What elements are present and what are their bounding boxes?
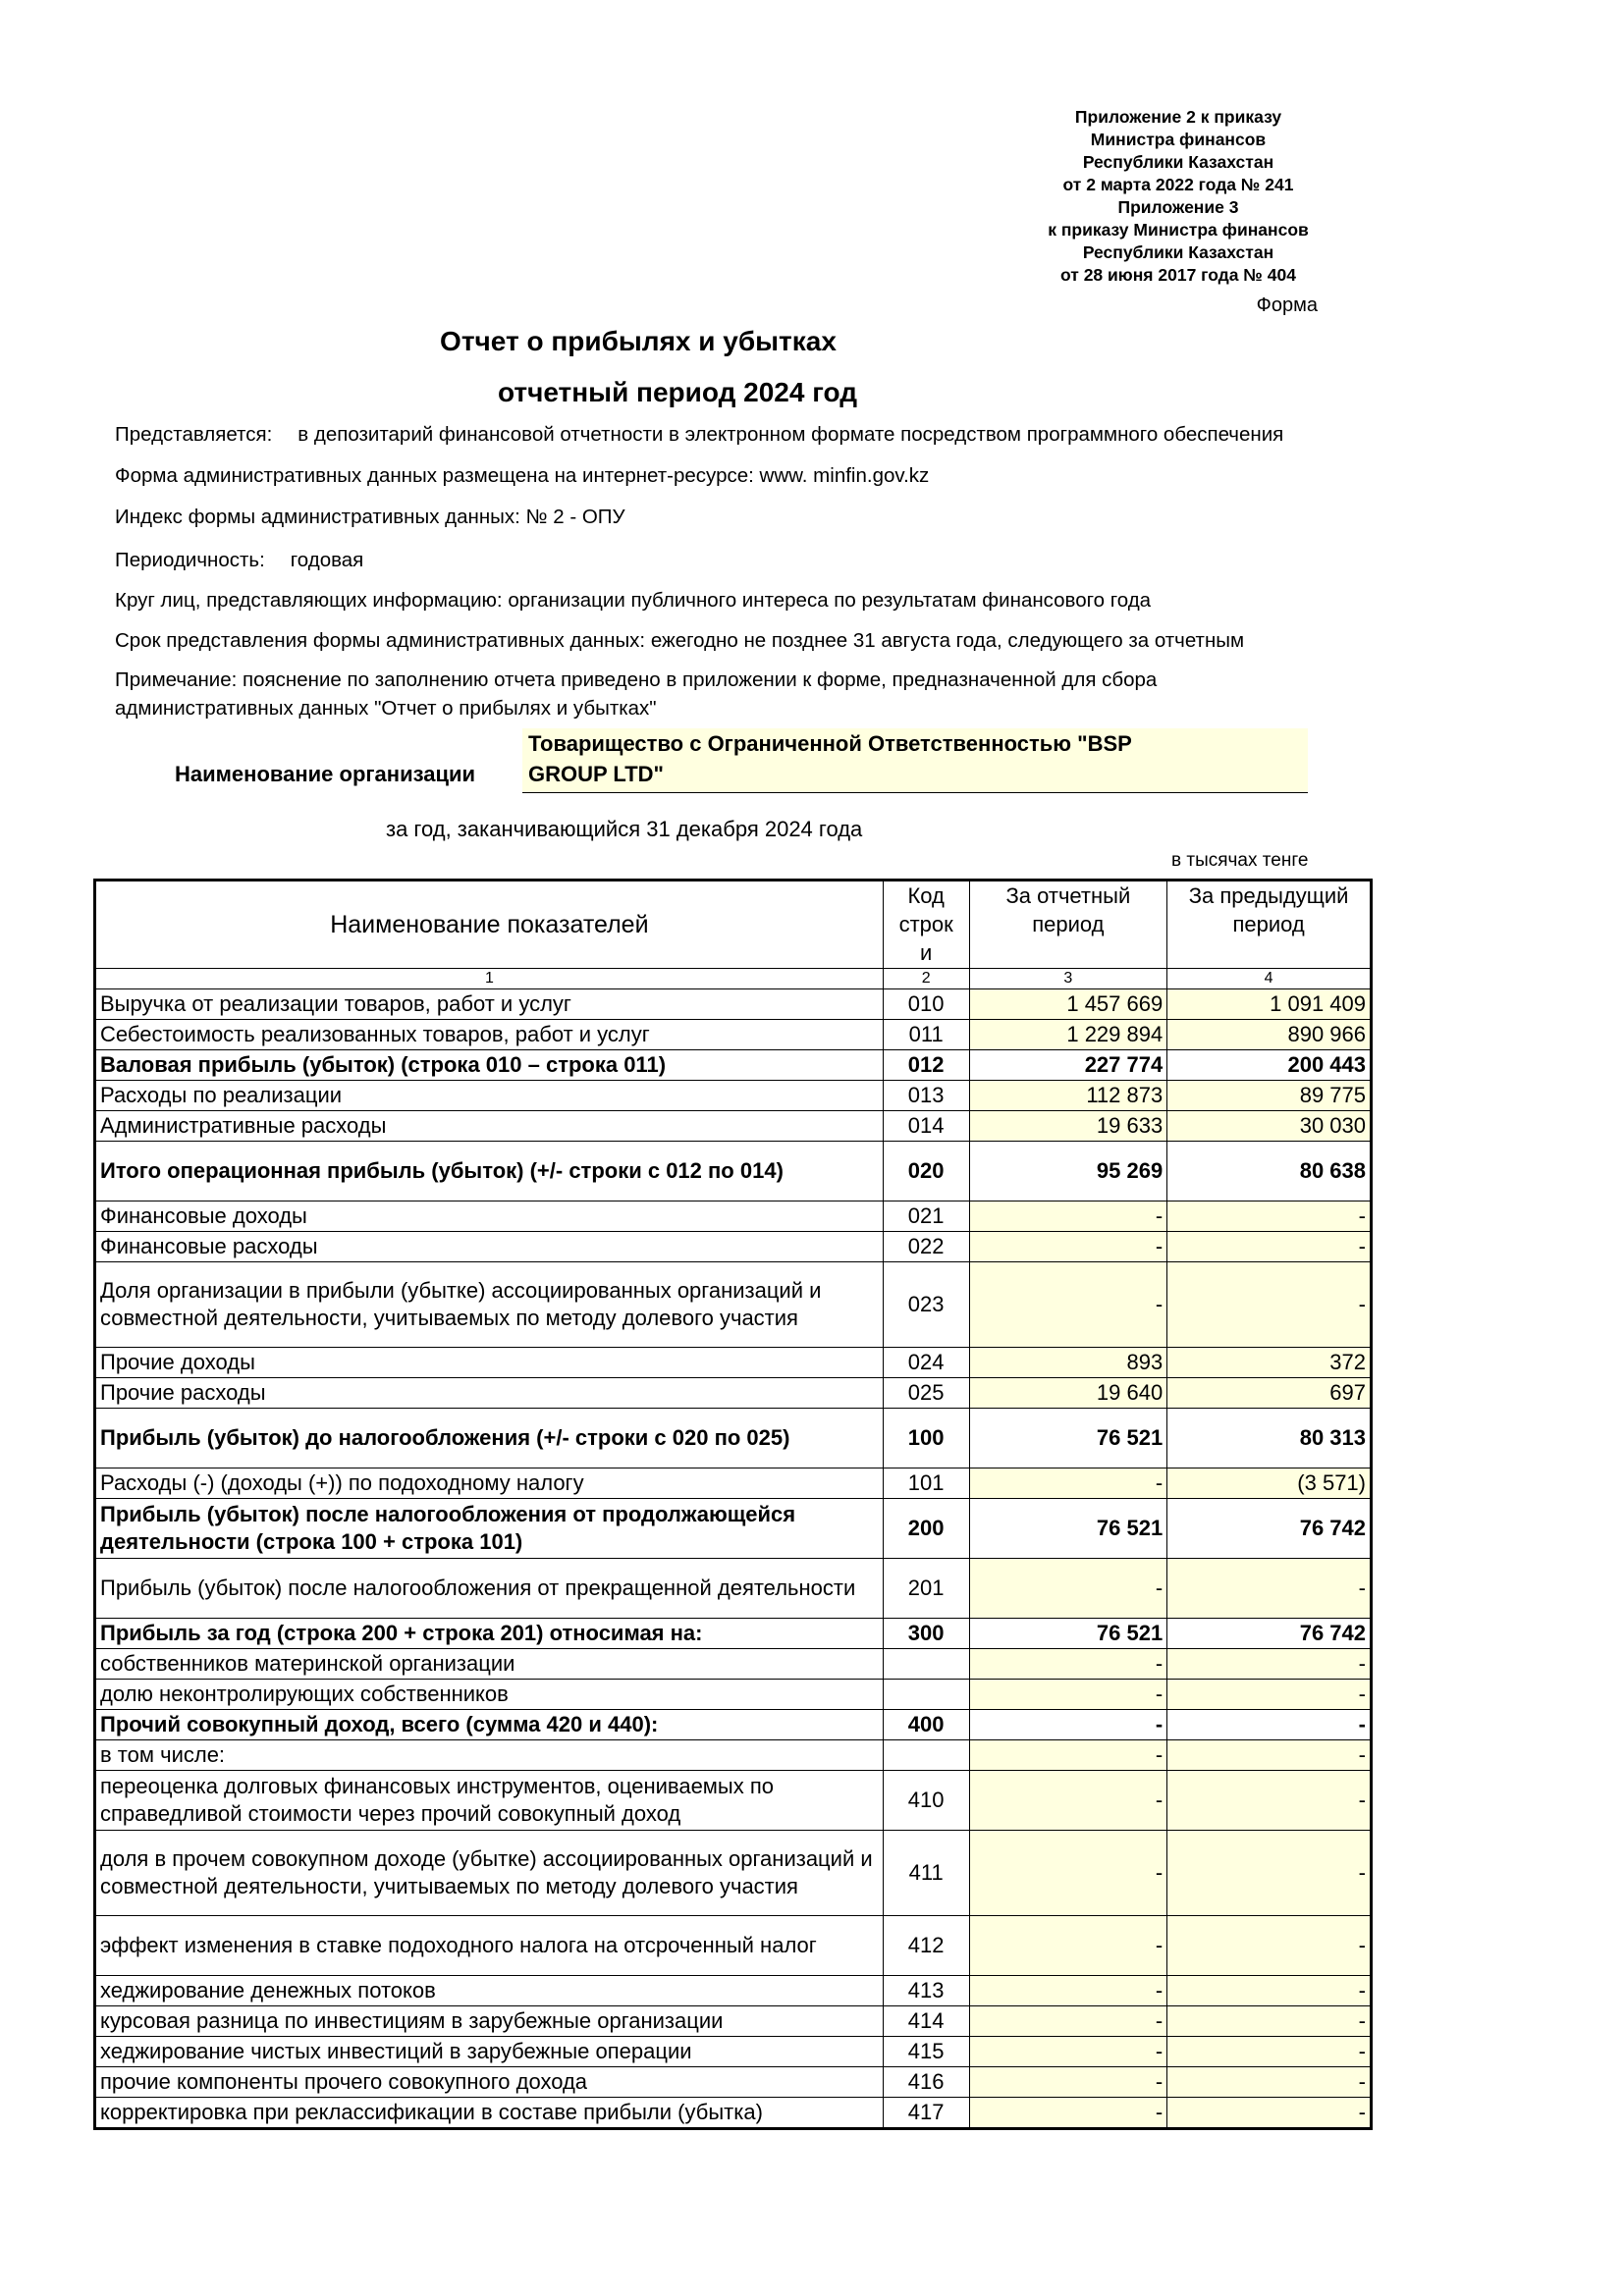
- row-current-value: 19 640: [969, 1378, 1167, 1409]
- row-code: 013: [883, 1081, 969, 1111]
- row-current-value: -: [969, 1232, 1167, 1262]
- table-row: [95, 1111, 1372, 1142]
- row-name: Итого операционная прибыль (убыток) (+/- строки с 012 по 014): [95, 1142, 884, 1201]
- row-name: Прочие расходы: [95, 1378, 884, 1409]
- row-current-value: -: [969, 2006, 1167, 2037]
- row-previous-value: 76 742: [1167, 1619, 1372, 1649]
- row-name: Себестоимость реализованных товаров, работ и услуг: [95, 1020, 884, 1050]
- row-previous-value: -: [1167, 1649, 1372, 1680]
- info-respondents: Круг лиц, представляющих информацию: организации публичного интереса по результатам финансового года: [115, 589, 1152, 612]
- row-code: 417: [883, 2098, 969, 2129]
- row-current-value: -: [969, 2037, 1167, 2067]
- header-previous-line: период: [1232, 912, 1305, 936]
- row-name: доля в прочем совокупном доходе (убытке) ассоциированных организаций и совместной деятельности, учитываемых по методу долевого участия: [95, 1831, 884, 1916]
- table-row: [95, 1201, 1372, 1232]
- row-current-value: 76 521: [969, 1499, 1167, 1559]
- row-code: 010: [883, 989, 969, 1020]
- row-code: 023: [883, 1262, 969, 1348]
- approval-line: Республики Казахстан: [1082, 242, 1274, 262]
- table-row: [95, 1050, 1372, 1081]
- row-code: 014: [883, 1111, 969, 1142]
- row-current-value: 19 633: [969, 1111, 1167, 1142]
- row-previous-value: 30 030: [1167, 1111, 1372, 1142]
- row-previous-value: (3 571): [1167, 1468, 1372, 1499]
- row-name: Доля организации в прибыли (убытке) ассоциированных организаций и совместной деятельности, учитываемых по методу долевого участия: [95, 1262, 884, 1348]
- row-name: Валовая прибыль (убыток) (строка 010 – строка 011): [95, 1050, 884, 1081]
- table-row: [95, 1740, 1372, 1771]
- row-current-value: -: [969, 1680, 1167, 1710]
- row-name: Финансовые расходы: [95, 1232, 884, 1262]
- row-current-value: -: [969, 1649, 1167, 1680]
- row-current-value: -: [969, 2098, 1167, 2129]
- header-name: Наименование показателей: [95, 881, 884, 969]
- report-subtitle: отчетный период 2024 год: [497, 377, 858, 407]
- table-row: [95, 2037, 1372, 2067]
- row-code: 101: [883, 1468, 969, 1499]
- units-note: в тысячах тенге: [1171, 850, 1309, 871]
- row-code: 025: [883, 1378, 969, 1409]
- row-previous-value: 80 638: [1167, 1142, 1372, 1201]
- row-previous-value: -: [1167, 1831, 1372, 1916]
- table-row: [95, 1976, 1372, 2006]
- row-name: Прибыль за год (строка 200 + строка 201) относимая на:: [95, 1619, 884, 1649]
- row-name: в том числе:: [95, 1740, 884, 1771]
- row-code: 300: [883, 1619, 969, 1649]
- header-current-line: период: [1032, 912, 1105, 936]
- row-name: долю неконтролирующих собственников: [95, 1680, 884, 1710]
- row-name: Выручка от реализации товаров, работ и услуг: [95, 989, 884, 1020]
- info-note-line: Примечание: пояснение по заполнению отчета приведено в приложении к форме, предназначенной для сбора: [115, 668, 1158, 691]
- row-previous-value: 80 313: [1167, 1409, 1372, 1468]
- row-code: 020: [883, 1142, 969, 1201]
- row-previous-value: -: [1167, 1771, 1372, 1831]
- row-name: переоценка долговых финансовых инструментов, оцениваемых по справедливой стоимости через прочий совокупный доход: [95, 1771, 884, 1831]
- table-row: [95, 1081, 1372, 1111]
- row-current-value: -: [969, 1771, 1167, 1831]
- row-previous-value: 890 966: [1167, 1020, 1372, 1050]
- row-name: Административные расходы: [95, 1111, 884, 1142]
- row-previous-value: -: [1167, 2037, 1372, 2067]
- row-previous-value: 200 443: [1167, 1050, 1372, 1081]
- table-row: [95, 1916, 1372, 1976]
- row-current-value: -: [969, 1831, 1167, 1916]
- row-current-value: -: [969, 1262, 1167, 1348]
- table-header-row: [95, 881, 1372, 969]
- table-row: [95, 989, 1372, 1020]
- table-row: [95, 1020, 1372, 1050]
- table-row: [95, 2067, 1372, 2098]
- row-current-value: 95 269: [969, 1142, 1167, 1201]
- organization-name-line: Товарищество с Ограниченной Ответственностью "BSP: [528, 731, 1132, 756]
- table-row: [95, 1559, 1372, 1619]
- info-deadline: Срок представления формы административных данных: ежегодно не позднее 31 августа года, следующего за отчетным: [115, 629, 1245, 652]
- approval-line: Республики Казахстан: [1082, 152, 1274, 172]
- row-code: 022: [883, 1232, 969, 1262]
- table-row: [95, 2098, 1372, 2129]
- header-code: [883, 881, 969, 969]
- row-code: 410: [883, 1771, 969, 1831]
- row-previous-value: -: [1167, 2067, 1372, 2098]
- info-note-line: административных данных "Отчет о прибылях и убытках": [115, 697, 657, 720]
- table-row: [95, 1831, 1372, 1916]
- header-current: [969, 881, 1167, 969]
- row-previous-value: -: [1167, 2006, 1372, 2037]
- row-previous-value: -: [1167, 2098, 1372, 2129]
- row-current-value: -: [969, 1740, 1167, 1771]
- header-current-line: За отчетный: [1005, 883, 1131, 908]
- row-code: 011: [883, 1020, 969, 1050]
- row-current-value: 1 457 669: [969, 989, 1167, 1020]
- row-name: Расходы по реализации: [95, 1081, 884, 1111]
- row-code: 415: [883, 2037, 969, 2067]
- info-submitted: [115, 420, 1283, 449]
- info-index: Индекс формы административных данных: № 2 - ОПУ: [115, 506, 625, 528]
- form-label: Форма: [1256, 294, 1318, 316]
- row-previous-value: -: [1167, 1976, 1372, 2006]
- column-number-row: [95, 969, 1372, 989]
- table-row: [95, 1348, 1372, 1378]
- row-current-value: -: [969, 1710, 1167, 1740]
- row-code: 413: [883, 1976, 969, 2006]
- table-row: [95, 1771, 1372, 1831]
- header-code-line: Код: [907, 883, 945, 908]
- approval-line: от 2 марта 2022 года № 241: [1062, 175, 1294, 194]
- row-name: прочие компоненты прочего совокупного дохода: [95, 2067, 884, 2098]
- row-code: 200: [883, 1499, 969, 1559]
- approval-line: от 28 июня 2017 года № 404: [1060, 265, 1296, 285]
- table-row: [95, 1262, 1372, 1348]
- row-name: хеджирование чистых инвестиций в зарубежные операции: [95, 2037, 884, 2067]
- info-published: Форма административных данных размещена на интернет-ресурсе: www. minfin.gov.kz: [115, 464, 930, 487]
- header-previous: [1167, 881, 1372, 969]
- row-name: Прибыль (убыток) после налогообложения от продолжающейся деятельности (строка 100 + строка 101): [95, 1499, 884, 1559]
- row-name: эффект изменения в ставке подоходного налога на отсроченный налог: [95, 1916, 884, 1976]
- row-code: 416: [883, 2067, 969, 2098]
- table-row: [95, 1649, 1372, 1680]
- header-code-line: строк: [898, 912, 953, 936]
- row-previous-value: -: [1167, 1232, 1372, 1262]
- column-number: 2: [883, 969, 969, 989]
- row-code: 021: [883, 1201, 969, 1232]
- row-code: 012: [883, 1050, 969, 1081]
- organization-label: Наименование организации: [175, 762, 476, 786]
- row-previous-value: -: [1167, 1262, 1372, 1348]
- row-name: Прочие доходы: [95, 1348, 884, 1378]
- approval-line: Приложение 2 к приказу: [1074, 107, 1282, 127]
- row-previous-value: 89 775: [1167, 1081, 1372, 1111]
- table-row: [95, 1499, 1372, 1559]
- row-current-value: -: [969, 1201, 1167, 1232]
- info-periodicity: [115, 546, 363, 574]
- row-previous-value: 697: [1167, 1378, 1372, 1409]
- row-previous-value: 372: [1167, 1348, 1372, 1378]
- table-row: [95, 1378, 1372, 1409]
- table-row: [95, 2006, 1372, 2037]
- row-current-value: -: [969, 1559, 1167, 1619]
- table-row: [95, 1468, 1372, 1499]
- info-periodicity-label: Периодичность:: [115, 549, 265, 571]
- row-previous-value: -: [1167, 1201, 1372, 1232]
- period-line: за год, заканчивающийся 31 декабря 2024 года: [386, 817, 863, 841]
- table-row: [95, 1409, 1372, 1468]
- organization-name-line: GROUP LTD": [528, 762, 664, 786]
- row-current-value: -: [969, 1916, 1167, 1976]
- table-row: [95, 1142, 1372, 1201]
- row-current-value: 893: [969, 1348, 1167, 1378]
- row-previous-value: -: [1167, 1710, 1372, 1740]
- row-name: Финансовые доходы: [95, 1201, 884, 1232]
- approval-line: Приложение 3: [1117, 197, 1239, 217]
- row-previous-value: -: [1167, 1916, 1372, 1976]
- column-number: 1: [95, 969, 884, 989]
- row-previous-value: -: [1167, 1559, 1372, 1619]
- row-previous-value: -: [1167, 1740, 1372, 1771]
- info-submitted-label: Представляется:: [115, 423, 273, 446]
- row-name: хеджирование денежных потоков: [95, 1976, 884, 2006]
- approval-block: [992, 106, 1365, 287]
- approval-line: Министра финансов: [1090, 130, 1267, 149]
- row-code: 400: [883, 1710, 969, 1740]
- organization-name-field: [522, 728, 1308, 793]
- income-statement-table: [93, 879, 1373, 2130]
- table-row: [95, 1619, 1372, 1649]
- row-current-value: -: [969, 1468, 1167, 1499]
- info-note: [115, 666, 1157, 722]
- row-code: 411: [883, 1831, 969, 1916]
- row-current-value: 76 521: [969, 1409, 1167, 1468]
- approval-line: к приказу Министра финансов: [1048, 220, 1309, 240]
- row-code: [883, 1649, 969, 1680]
- row-code: 414: [883, 2006, 969, 2037]
- row-name: Прибыль (убыток) до налогообложения (+/- строки с 020 по 025): [95, 1409, 884, 1468]
- row-name: собственников материнской организации: [95, 1649, 884, 1680]
- info-periodicity-value: годовая: [290, 549, 364, 571]
- row-code: 100: [883, 1409, 969, 1468]
- table-row: [95, 1680, 1372, 1710]
- header-code-line: и: [920, 940, 933, 965]
- row-code: 201: [883, 1559, 969, 1619]
- row-current-value: 227 774: [969, 1050, 1167, 1081]
- row-previous-value: 1 091 409: [1167, 989, 1372, 1020]
- row-previous-value: -: [1167, 1680, 1372, 1710]
- row-name: Расходы (-) (доходы (+)) по подоходному налогу: [95, 1468, 884, 1499]
- table-row: [95, 1710, 1372, 1740]
- column-number: 3: [969, 969, 1167, 989]
- row-code: 412: [883, 1916, 969, 1976]
- row-code: [883, 1680, 969, 1710]
- row-current-value: 76 521: [969, 1619, 1167, 1649]
- row-name: корректировка при реклассификации в составе прибыли (убытка): [95, 2098, 884, 2129]
- row-previous-value: 76 742: [1167, 1499, 1372, 1559]
- column-number: 4: [1167, 969, 1372, 989]
- header-previous-line: За предыдущий: [1188, 883, 1349, 908]
- row-code: 024: [883, 1348, 969, 1378]
- row-name: Прибыль (убыток) после налогообложения от прекращенной деятельности: [95, 1559, 884, 1619]
- table-row: [95, 1232, 1372, 1262]
- row-current-value: 112 873: [969, 1081, 1167, 1111]
- row-current-value: 1 229 894: [969, 1020, 1167, 1050]
- row-current-value: -: [969, 2067, 1167, 2098]
- row-name: курсовая разница по инвестициям в зарубежные организации: [95, 2006, 884, 2037]
- row-code: [883, 1740, 969, 1771]
- report-title: Отчет о прибылях и убытках: [440, 326, 837, 356]
- row-current-value: -: [969, 1976, 1167, 2006]
- row-name: Прочий совокупный доход, всего (сумма 420 и 440):: [95, 1710, 884, 1740]
- info-submitted-value: в депозитарий финансовой отчетности в электронном формате посредством программного обеспечения: [298, 423, 1284, 446]
